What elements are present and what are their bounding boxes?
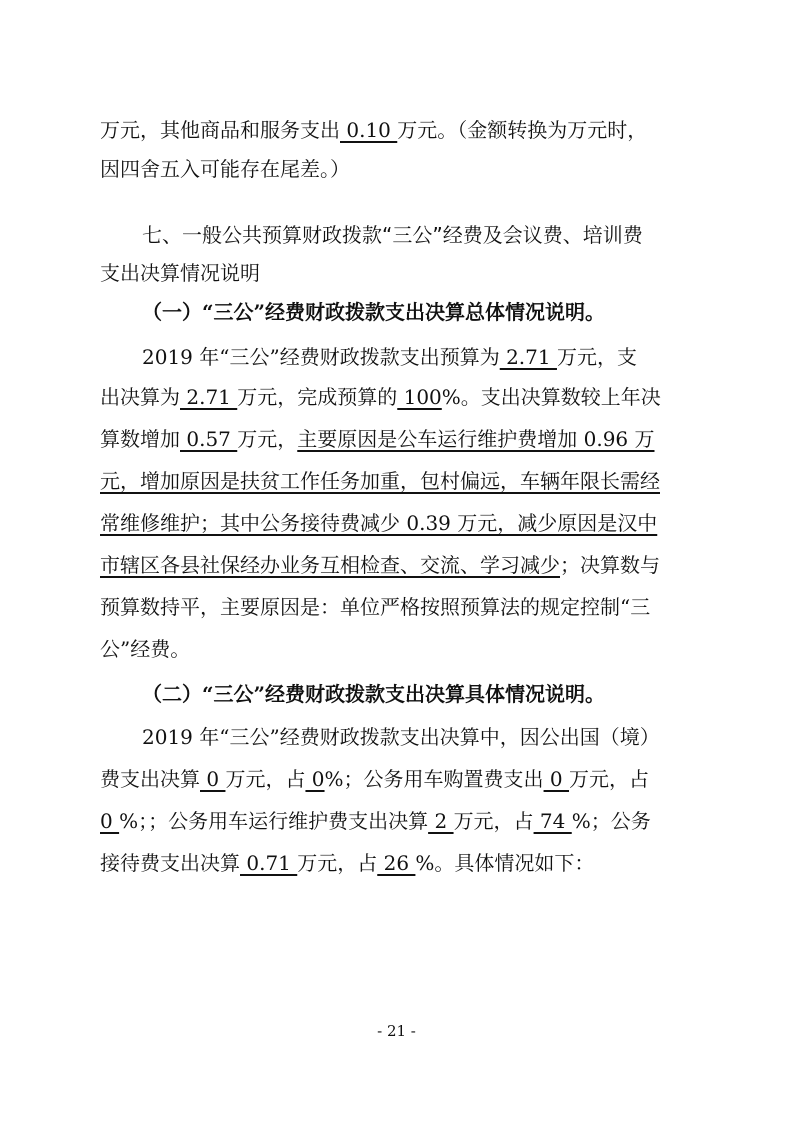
text-segment: 2019 年“三公”经费财政拨款支出预算为 — [142, 345, 500, 369]
underlined-amount: 0.71 — [240, 851, 298, 875]
underlined-amount: 100 — [397, 385, 442, 409]
paragraph-line: 常维修维护；其中公务接待费减少 0.39 万元，减少原因是汉中 — [100, 511, 658, 535]
paragraph-line — [100, 425, 655, 453]
text-segment: 万元。（金额转换为万元时， — [397, 118, 648, 142]
underlined-text: 市辖区各县社保经办业务互相检查、交流、学习减少 — [100, 553, 560, 577]
paragraph-line — [100, 551, 660, 579]
paragraph-line: 2019 年“三公”经费财政拨款支出决算中，因公出国（境） — [142, 725, 660, 749]
paragraph-line: 元，增加原因是扶贫工作任务加重，包村偏远，车辆年限长需经 — [100, 469, 660, 493]
underlined-amount: 0.10 — [340, 118, 398, 142]
underlined-text: 主要原因是公车运行维护费增加 0.96 万 — [297, 427, 655, 451]
text-segment: 万元，占 — [297, 851, 378, 875]
text-segment: 万元，占 — [453, 809, 534, 833]
paragraph-line — [100, 116, 647, 144]
text-segment: 万元， — [237, 427, 298, 451]
underlined-amount: 0 — [100, 809, 120, 833]
underlined-amount: 2.71 — [180, 385, 238, 409]
text-segment: 费支出决算 — [100, 767, 200, 791]
underlined-amount: 26 — [377, 851, 416, 875]
text-segment: %。支出决算数较上年决 — [441, 385, 661, 409]
text-segment: 万元，完成预算的 — [237, 385, 398, 409]
text-segment: %。具体情况如下： — [415, 851, 595, 875]
paragraph-line: 预算数持平，主要原因是：单位严格按照预算法的规定控制“三 — [100, 595, 651, 619]
paragraph-line — [100, 807, 651, 835]
text-segment: %；公务 — [571, 809, 651, 833]
page-number: - 21 - — [377, 1022, 416, 1040]
text-segment: 算数增加 — [100, 427, 180, 451]
underlined-amount: 0 — [543, 767, 570, 791]
paragraph-line — [100, 849, 594, 877]
section-heading: 七、一般公共预算财政拨款“三公”经费及会议费、培训费 — [142, 223, 643, 247]
text-segment: 万元，其他商品和服务支出 — [100, 118, 340, 142]
text-segment: 万元，占 — [225, 767, 306, 791]
paragraph-line — [100, 383, 661, 411]
underlined-amount: 2 — [428, 809, 454, 833]
paragraph-line: 公”经费。 — [100, 637, 191, 661]
text-segment: %；；公务用车运行维护费支出决算 — [119, 809, 429, 833]
underlined-amount: 0.57 — [180, 427, 238, 451]
text-segment: ；决算数与 — [560, 553, 660, 577]
text-segment: 万元，占 — [569, 767, 650, 791]
section-heading: 支出决算情况说明 — [100, 261, 260, 285]
subsection-heading: （二）“三公”经费财政拨款支出决算具体情况说明。 — [142, 682, 606, 706]
underlined-amount: 0 — [200, 767, 226, 791]
underlined-amount: 0 — [305, 767, 325, 791]
underlined-amount: 2.71 — [499, 345, 557, 369]
text-segment: %；公务用车购置费支出 — [324, 767, 544, 791]
paragraph-line — [100, 765, 649, 793]
text-segment: 接待费支出决算 — [100, 851, 240, 875]
text-segment: 出决算为 — [100, 385, 180, 409]
subsection-heading: （一）“三公”经费财政拨款支出决算总体情况说明。 — [142, 300, 606, 324]
underlined-amount: 74 — [533, 809, 572, 833]
paragraph-line: 因四舍五入可能存在尾差。） — [100, 157, 350, 181]
paragraph-line — [142, 343, 637, 371]
text-segment: 万元，支 — [556, 345, 637, 369]
